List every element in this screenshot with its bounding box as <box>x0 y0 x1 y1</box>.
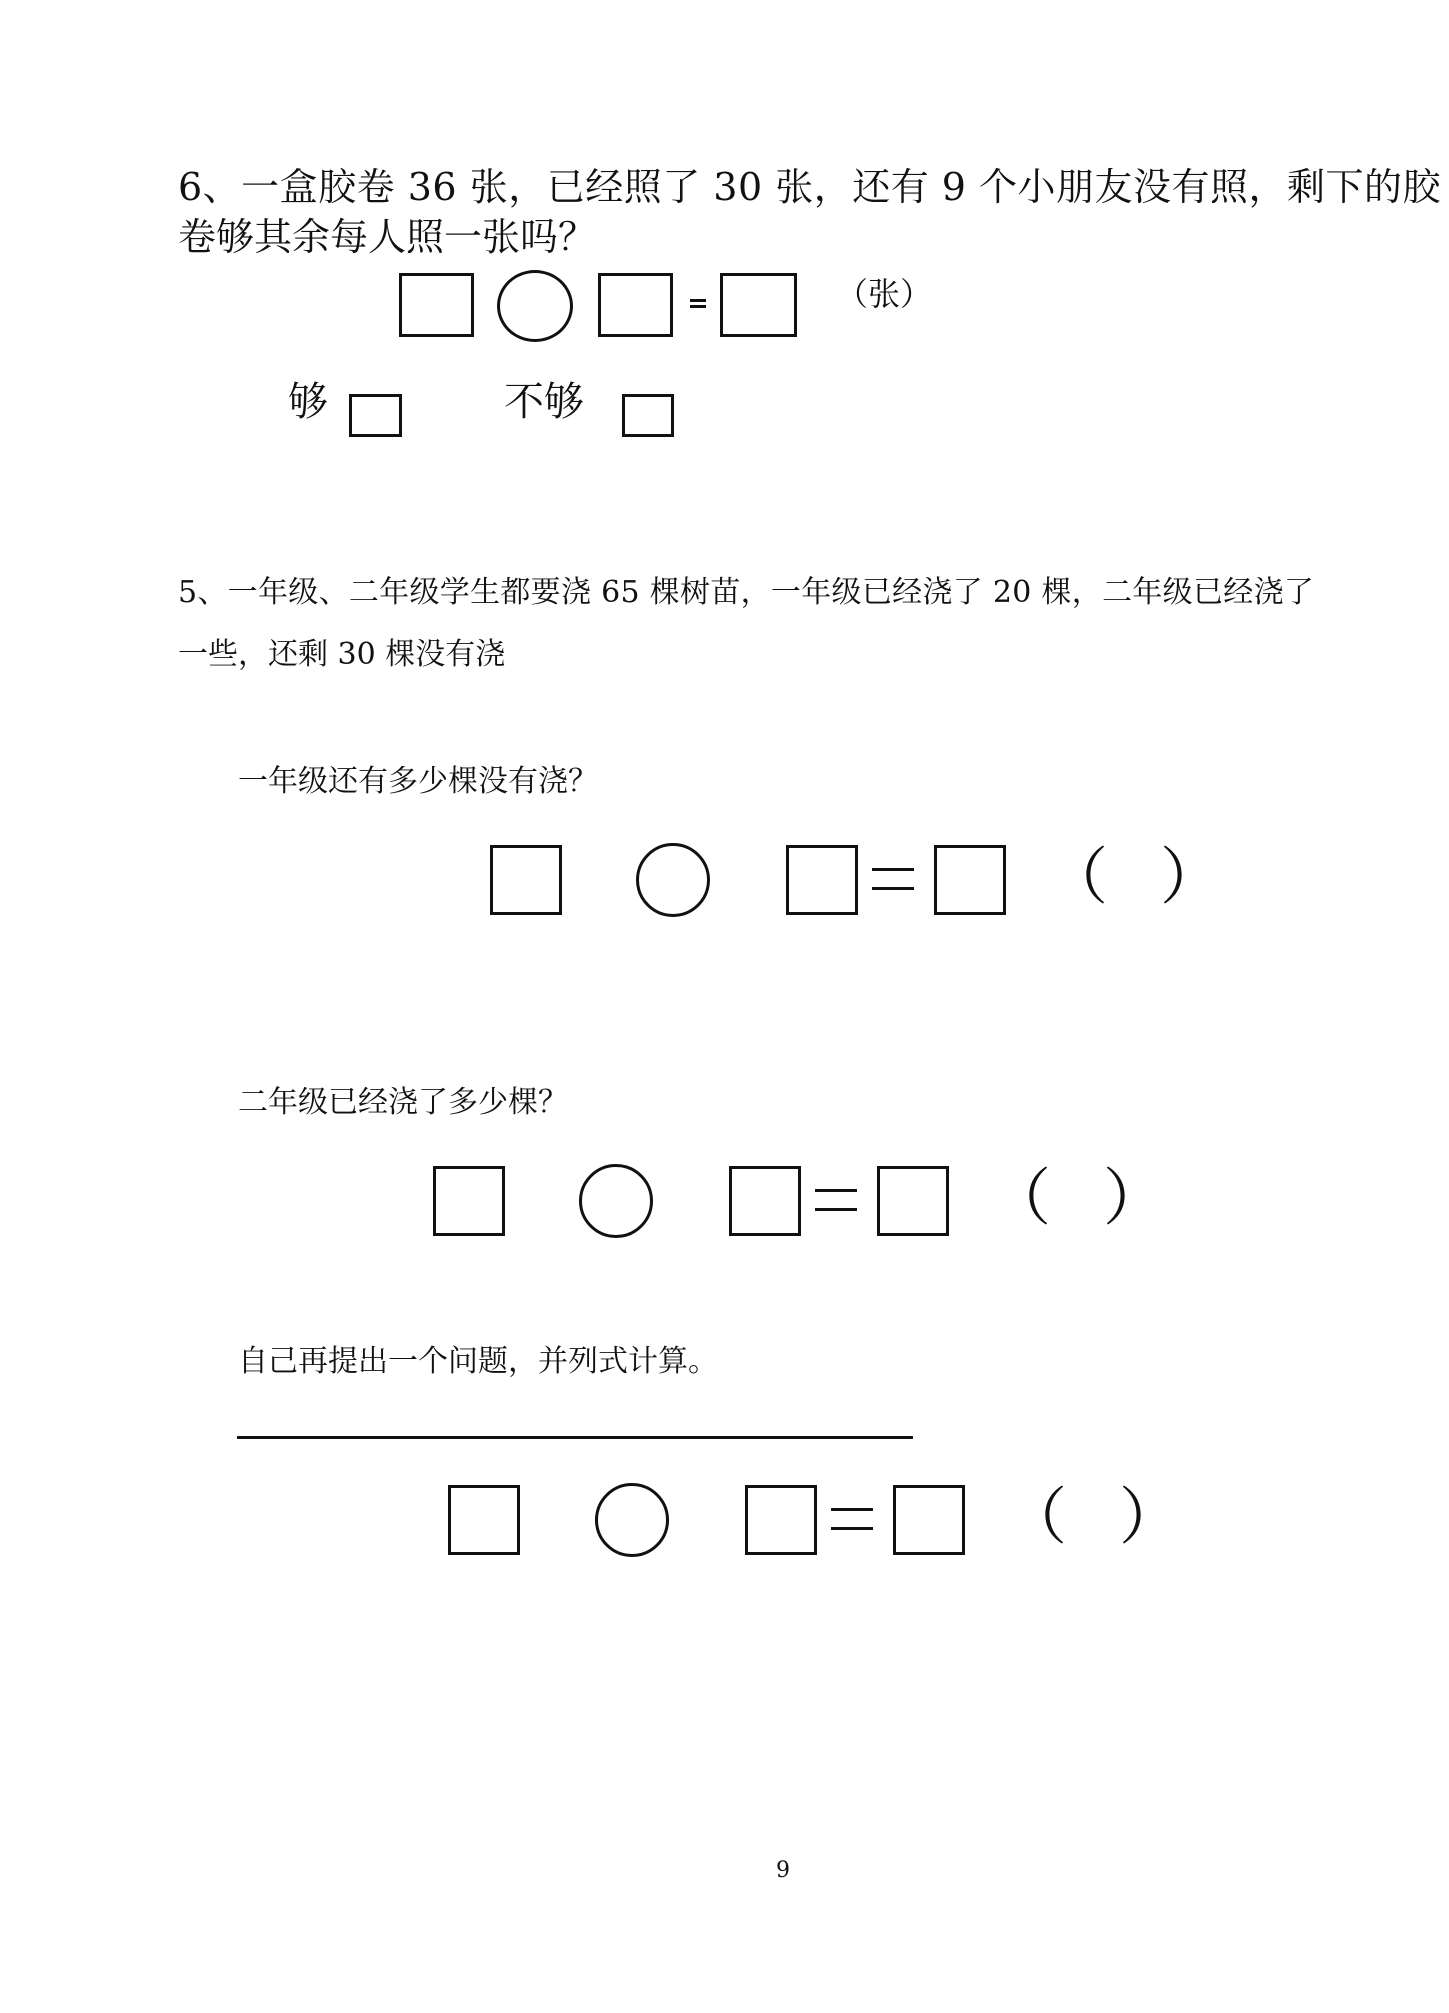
q5-sub1-paren-close: ） <box>1160 840 1223 913</box>
q5-sub3-operator-circle[interactable] <box>595 1483 669 1557</box>
q5-sub2-operator-circle[interactable] <box>579 1164 653 1238</box>
q6-not-enough-checkbox[interactable] <box>622 394 674 437</box>
q5-sub3-equals-sign <box>831 1508 873 1530</box>
q5-sub2-box-2[interactable] <box>729 1166 801 1236</box>
q5-sub1-box-1[interactable] <box>490 845 562 915</box>
q6-enough-label: 够 <box>288 379 328 425</box>
q5-sub3-answer-line[interactable] <box>237 1436 913 1439</box>
q5-line1: 5、一年级、二年级学生都要浇 65 棵树苗，一年级已经浇了 20 棵，二年级已经浇了 <box>178 575 1315 610</box>
q5-sub1-paren-open: （ <box>1046 840 1109 913</box>
q6-result-box[interactable] <box>720 273 797 337</box>
q5-sub1-question: 一年级还有多少棵没有浇？ <box>238 764 598 799</box>
q5-sub1-operator-circle[interactable] <box>636 843 710 917</box>
q5-line2: 一些，还剩 30 棵没有浇 <box>178 637 506 672</box>
q5-sub3-paren-close: ） <box>1119 1480 1182 1553</box>
q6-answer-box-2[interactable] <box>598 273 673 337</box>
q5-sub2-paren-open: （ <box>989 1161 1052 1234</box>
q5-sub1-box-2[interactable] <box>786 845 858 915</box>
q5-sub2-paren-close: ） <box>1103 1161 1166 1234</box>
q5-sub2-box-1[interactable] <box>433 1166 505 1236</box>
q6-enough-checkbox[interactable] <box>349 394 402 437</box>
q6-not-enough-label: 不够 <box>504 379 584 425</box>
q5-sub2-question: 二年级已经浇了多少棵？ <box>238 1085 568 1120</box>
q6-line2: 卷够其余每人照一张吗？ <box>178 215 597 259</box>
q5-sub1-result-box[interactable] <box>934 845 1006 915</box>
q5-sub2-result-box[interactable] <box>877 1166 949 1236</box>
q5-sub3-box-1[interactable] <box>448 1485 520 1555</box>
q5-sub2-equals-sign <box>815 1189 857 1211</box>
q5-sub3-prompt: 自己再提出一个问题，并列式计算。 <box>238 1344 718 1379</box>
q6-answer-box-1[interactable] <box>399 273 474 337</box>
q6-unit-label: （张） <box>836 275 933 313</box>
q5-sub3-paren-open: （ <box>1005 1480 1068 1553</box>
page-number: 9 <box>776 1858 790 1883</box>
q5-sub1-equals-sign <box>872 868 914 890</box>
q5-sub3-box-2[interactable] <box>745 1485 817 1555</box>
q6-line1: 6、一盒胶卷 36 张，已经照了 30 张，还有 9 个小朋友没有照，剩下的胶 <box>178 165 1442 209</box>
q5-sub3-result-box[interactable] <box>893 1485 965 1555</box>
q6-equals-sign <box>690 299 706 308</box>
q6-operator-circle[interactable] <box>497 270 573 342</box>
